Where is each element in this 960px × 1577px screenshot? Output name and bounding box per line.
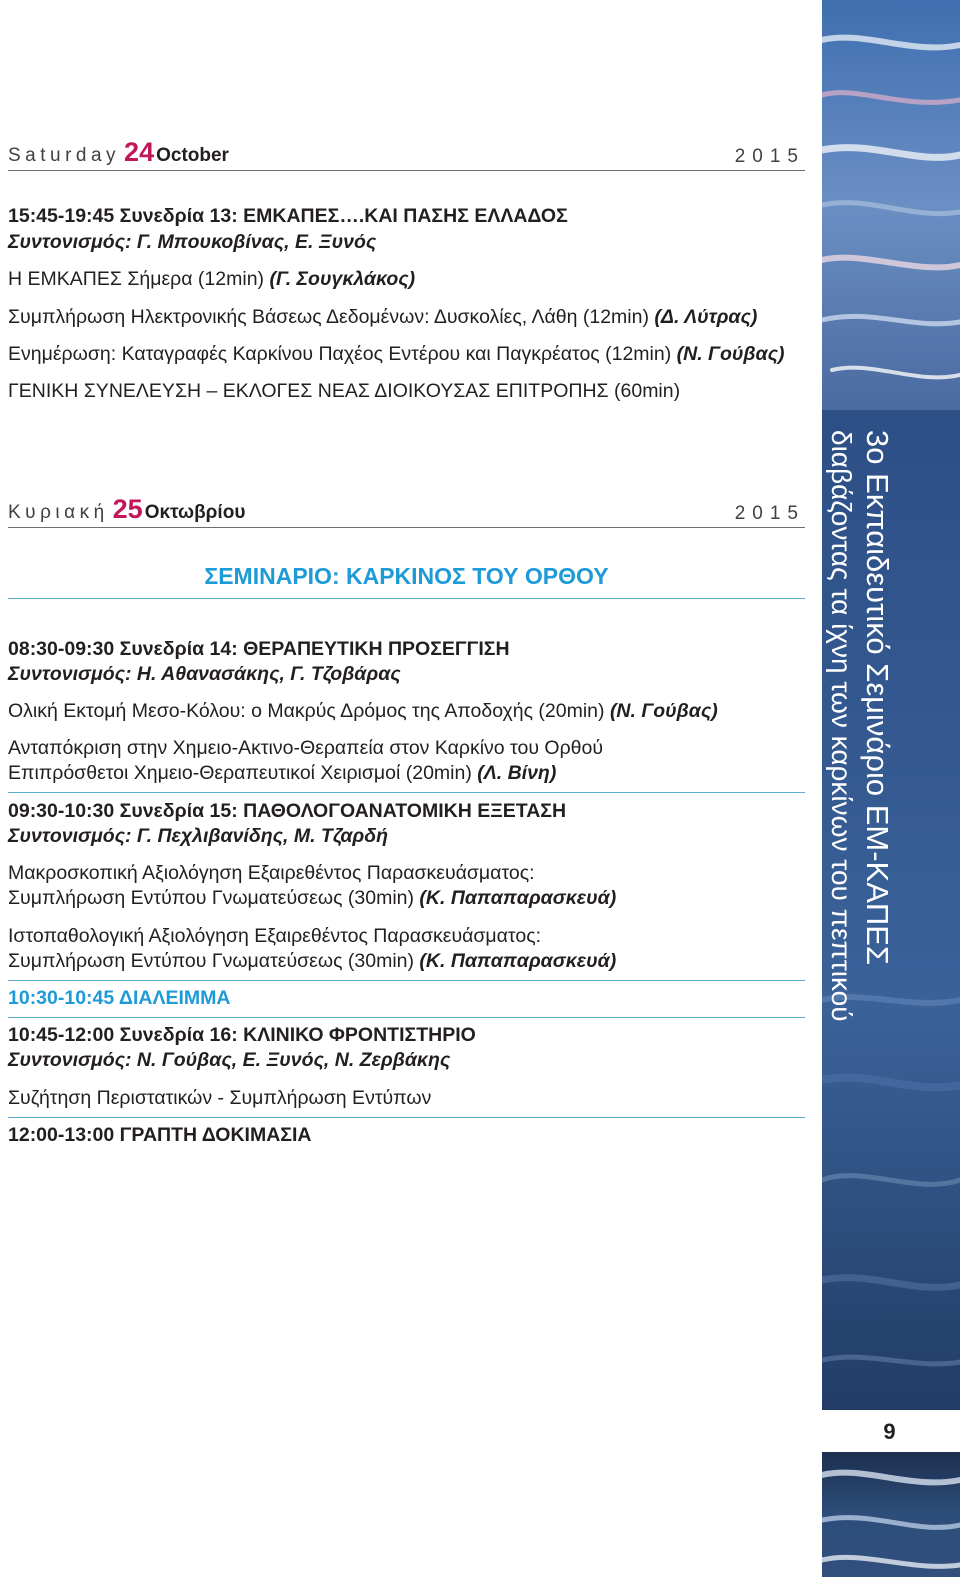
session-15-talk-2-line-2: Συμπλήρωση Εντύπου Γνωματεύσεως (30min) (Κ. Παπαπαρασκευά) <box>8 950 617 972</box>
speaker: (Ν. Γούβας) <box>676 343 785 365</box>
seminar-title: ΣΕΜΙΝΑΡΙΟ: ΚΑΡΚΙΝΟΣ ΤΟΥ ΟΡΘΟΥ <box>204 563 609 589</box>
day-header-saturday <box>8 136 805 171</box>
written-exam: 12:00-13:00 ΓΡΑΠΤΗ ΔΟΚΙΜΑΣΙΑ <box>8 1124 312 1146</box>
divider <box>8 980 805 981</box>
general-assembly: ΓΕΝΙΚΗ ΣΥΝΕΛΕΥΣΗ – ΕΚΛΟΓΕΣ ΝΕΑΣ ΔΙΟΙΚΟΥΣΑΣ ΕΠΙΤΡΟΠΗΣ (60min) <box>8 380 681 402</box>
speaker: (Κ. Παπαπαρασκευά) <box>419 887 617 909</box>
break-slot: 10:30-10:45 ΔΙΑΛΕΙΜΜΑ <box>8 987 231 1009</box>
session-13-chairs: Συντονισμός: Γ. Μπουκοβίνας, Ε. Ξυνός <box>8 231 377 253</box>
divider <box>8 1117 805 1118</box>
side-banner-line-2: διαβάζοντας τα ίχνη των καρκίνων του πεπτικού <box>826 430 857 1022</box>
day-number: 24 <box>124 137 155 167</box>
side-banner <box>822 0 960 1577</box>
speaker: (Λ. Βίνη) <box>477 762 557 784</box>
session-15-talk-1-line-1: Μακροσκοπική Αξιολόγηση Εξαιρεθέντος Παρασκευάσματος: <box>8 862 535 884</box>
page-number: 9 <box>822 1412 957 1452</box>
day-header-sunday <box>8 493 805 528</box>
day-name: Saturday <box>8 145 121 166</box>
session-15-title: 09:30-10:30 Συνεδρία 15: ΠΑΘΟΛΟΓΟΑΝΑΤΟΜΙΚΗ ΕΞΕΤΑΣΗ <box>8 800 567 822</box>
day-number: 25 <box>112 494 143 524</box>
day-name: Κυριακή <box>8 502 109 523</box>
session-14-talk-1: Ολική Εκτομή Μεσο-Κόλου: ο Μακρύς Δρόμος της Αποδοχής (20min) (Ν. Γούβας) <box>8 700 718 722</box>
session-14-chairs: Συντονισμός: Η. Αθανασάκης, Γ. Τζοβάρας <box>8 663 401 685</box>
session-16-chairs: Συντονισμός: Ν. Γούβας, Ε. Ξυνός, Ν. Ζερβάκης <box>8 1049 451 1071</box>
session-16-title: 10:45-12:00 Συνεδρία 16: ΚΛΙΝΙΚΟ ΦΡΟΝΤΙΣΤΗΡΙΟ <box>8 1024 476 1046</box>
year: 2015 <box>734 146 805 167</box>
session-13-talk-2: Συμπλήρωση Ηλεκτρονικής Βάσεως Δεδομένων: Δυσκολίες, Λάθη (12min) (Δ. Λύτρας) <box>8 306 758 328</box>
session-16-talk: Συζήτηση Περιστατικών - Συμπλήρωση Εντύπων <box>8 1087 432 1109</box>
divider <box>8 1017 805 1018</box>
side-banner-line-1: 3ο Εκπαιδευτικό Σεμινάριο ΕΜ-ΚΑΠΕΣ <box>860 430 895 966</box>
speaker: (Δ. Λύτρας) <box>654 306 758 328</box>
divider <box>8 598 805 599</box>
session-15-talk-1-line-2: Συμπλήρωση Εντύπου Γνωματεύσεως (30min) (Κ. Παπαπαρασκευά) <box>8 887 617 909</box>
session-13-talk-3: Ενημέρωση: Καταγραφές Καρκίνου Παχέος Εντέρου και Παγκρέατος (12min) (Ν. Γούβας) <box>8 343 785 365</box>
speaker: (Ν. Γούβας) <box>609 700 718 722</box>
session-14-title: 08:30-09:30 Συνεδρία 14: ΘΕΡΑΠΕΥΤΙΚΗ ΠΡΟΣΕΓΓΙΣΗ <box>8 638 510 660</box>
session-13-talk-1: Η ΕΜΚΑΠΕΣ Σήμερα (12min) (Γ. Σουγκλάκος) <box>8 268 416 290</box>
session-15-talk-2-line-1: Ιστοπαθολογική Αξιολόγηση Εξαιρεθέντος Παρασκευάσματος: <box>8 925 542 947</box>
session-13-title: 15:45-19:45 Συνεδρία 13: ΕΜΚΑΠΕΣ….ΚΑΙ ΠΑΣΗΣ ΕΛΛΑΔΟΣ <box>8 205 568 227</box>
session-14-talk-2-line-1: Ανταπόκριση στην Χημειο-Ακτινο-Θεραπεία στον Καρκίνο του Ορθού <box>8 737 604 759</box>
year: 2015 <box>734 503 805 524</box>
speaker: (Γ. Σουγκλάκος) <box>269 268 416 290</box>
session-14-talk-2-line-2: Επιπρόσθετοι Χημειο-Θεραπευτικοί Χειρισμοί (20min) (Λ. Βίνη) <box>8 762 557 784</box>
session-15-chairs: Συντονισμός: Γ. Πεχλιβανίδης, Μ. Τζαρδή <box>8 825 389 847</box>
side-banner-title <box>822 430 900 1430</box>
divider <box>8 792 805 793</box>
speaker: (Κ. Παπαπαρασκευά) <box>419 950 617 972</box>
month: Οκτωβρίου <box>144 502 246 523</box>
month: October <box>156 145 229 166</box>
